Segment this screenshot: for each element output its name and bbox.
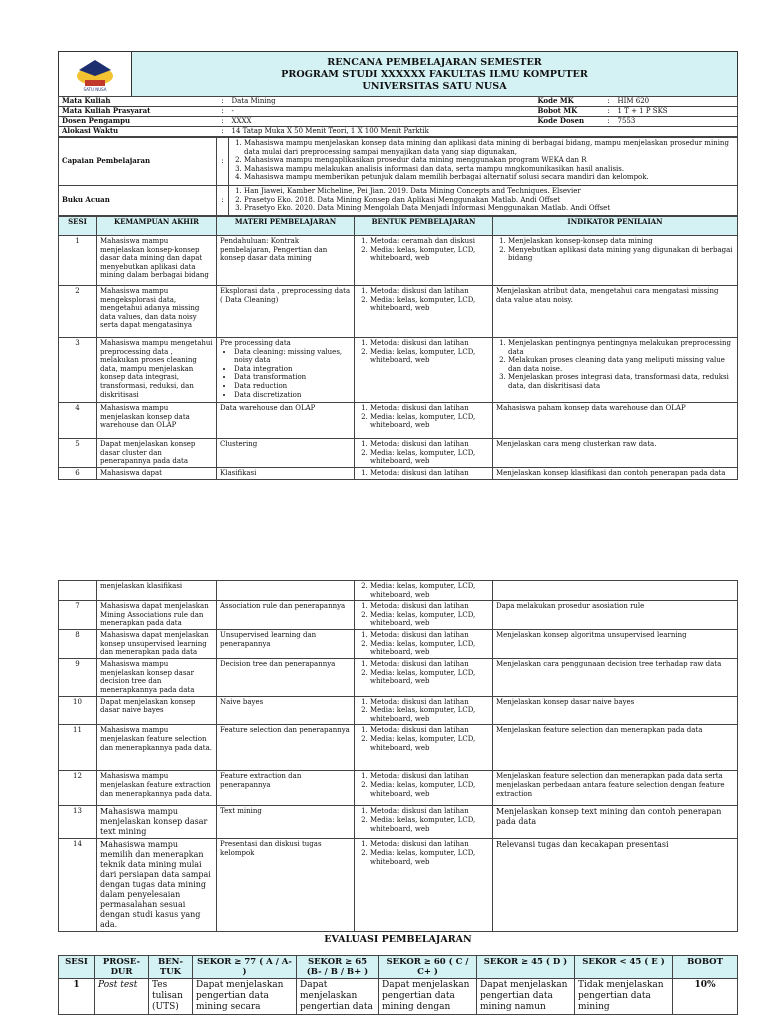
capaian-item: 2. Mahasiswa mampu mengaplikasikan prosedur data mining menggunakan program WEKA dan R [244,156,734,165]
info-value-2: 1 T + 1 P SKS [617,107,668,115]
bentuk-cell [355,286,493,338]
col-kemampuan: KEMAMPUAN AKHIR [97,217,217,236]
indikator-cell [493,236,738,286]
bentuk-item: 2. Media: kelas, komputer, LCD, whiteboard, web [370,816,489,833]
info-colon: : [221,107,224,115]
indikator-item: Menjelaskan konsep text mining dan contoh penerapan pada data [496,807,722,827]
materi-cell [217,468,355,480]
buku-label: Buku Acuan [59,186,217,216]
bentuk-item: 2. Media: kelas, komputer, LCD, whiteboard, web [370,296,489,313]
materi-text: Eksplorasi data , preprocessing data ( Data Cleaning) [220,287,351,304]
indikator-cell [493,659,738,696]
col-indikator: INDIKATOR PENILAIAN [493,217,738,236]
indikator-item: Menjelaskan konsep dasar naive bayes [496,697,635,706]
indikator-cell [493,771,738,806]
indikator-cell [493,468,738,480]
bentuk-item: 2. Media: kelas, komputer, LCD, whiteboard, web [370,706,489,723]
info-row [59,107,738,117]
col-materi: MATERI PEMBELAJARAN [217,217,355,236]
session-number: 2 [59,286,97,338]
buku-item: 1. Han Jiawei, Kamber Micheline, Pei Jian. 2019. Data Mining Concepts and Techniques. Elsevier [244,187,734,196]
materi-cell [217,806,355,839]
bentuk-cell [355,725,493,771]
materi-text: Feature selection dan penerapannya [220,726,350,735]
kemampuan-cell: Mahasiswa mampu menjelaskan konsep-konsep dasar data mining dan dapat menyebutkan aplikasi data mining dalam berbagai bidang [97,236,217,286]
materi-cell [217,338,355,403]
indikator-item: 2. Menyebutkan aplikasi data mining yang digunakan di berbagai bidang [508,246,734,263]
title-line-3: UNIVERSITAS SATU NUSA [362,81,507,92]
bentuk-cell [355,839,493,932]
bentuk-cell [355,806,493,839]
bentuk-item: 1. Metoda: diskusi dan latihan [370,660,489,669]
session-number: 7 [59,601,97,630]
materi-text: Feature extraction dan penerapannya [220,772,302,789]
evaluasi-header: SEKOR ≥ 65 (B- / B / B+ ) [297,956,379,979]
evaluasi-header: SEKOR ≥ 45 ( D ) [477,956,575,979]
title-line-1: RENCANA PEMBELAJARAN SEMESTER [327,57,542,68]
bentuk-cell [355,403,493,439]
materi-text: Pre processing data [220,339,291,347]
materi-text: Unsupervised learning dan penerapannya [220,631,317,648]
title-line-2: PROGRAM STUDI XXXXXX FAKULTAS ILMU KOMPUTER [281,69,588,80]
kemampuan-cell: Mahasiswa mampu menjelaskan konsep data warehouse dan OLAP [97,403,217,439]
evaluasi-cell: 1 [59,979,95,1015]
materi-item: • Data discretization [234,391,351,400]
kemampuan-cell: Mahasiswa mampu menjelaskan feature selection dan menerapkannya pada data. [97,725,217,771]
col-bentuk: BENTUK PEMBELAJARAN [355,217,493,236]
indikator-cell [493,725,738,771]
indikator-item: Menjelaskan konsep klasifikasi dan contoh penerapan pada data [496,469,726,477]
bentuk-item: 2. Media: kelas, komputer, LCD, whiteboard, web [370,246,489,263]
bentuk-item: 1. Metoda: ceramah dan diskusi [370,237,489,246]
evaluasi-header: BOBOT [673,956,738,979]
materi-text: Pendahuluan: Kontrak pembelajaran, Pengertian dan konsep dasar data mining [220,237,328,263]
info-value: - [231,107,234,115]
bentuk-cell [355,630,493,659]
kemampuan-cell: menjelaskan klasifikasi [97,581,217,601]
session-number: 11 [59,725,97,771]
capaian-list [229,138,738,186]
bentuk-item: 1. Metoda: diskusi dan latihan [370,807,489,816]
session-number: 12 [59,771,97,806]
materi-cell [217,286,355,338]
materi-text: Clustering [220,440,258,448]
evaluasi-cell: 10% [673,979,738,1015]
info-label: Mata Kuliah [62,96,111,105]
materi-text: Text mining [220,807,262,816]
materi-cell [217,601,355,630]
bentuk-item: 2. Media: kelas, komputer, LCD, whiteboard, web [370,849,489,866]
indikator-item: Mahasiswa paham konsep data warehouse dan OLAP [496,404,686,412]
bentuk-item: 1. Metoda: diskusi dan latihan [370,287,489,296]
logo-icon [71,56,119,92]
indikator-cell [493,439,738,468]
indikator-cell [493,403,738,439]
indikator-item: Menjelaskan feature selection dan menerapkan pada data serta menjelaskan perbedaan antara feature selection dengan feature extraction [496,772,725,798]
session-row [59,696,738,725]
info-label: Alokasi Waktu [62,126,119,135]
evaluasi-header: SEKOR ≥ 77 ( A / A- ) [193,956,297,979]
indikator-cell [493,286,738,338]
session-row [59,581,738,601]
bentuk-item: 1. Metoda: diskusi dan latihan [370,404,489,413]
materi-cell [217,439,355,468]
bentuk-item: 2. Media: kelas, komputer, LCD, whiteboard, web [370,582,489,599]
session-number [59,581,97,601]
rps-table-part-2 [58,580,738,932]
materi-text: Data warehouse dan OLAP [220,404,316,412]
rps-block-1 [58,51,738,480]
document-title [132,52,737,96]
info-colon-2: : [607,107,610,115]
materi-text: Decision tree dan penerapannya [220,660,336,669]
capaian-item: 3. Mahasiswa mampu melakukan analisis informasi dan data, serta mampu mngkomunikasikan hasil analisis. [244,165,734,174]
bentuk-cell [355,468,493,480]
session-row [59,806,738,839]
indikator-item: 3. Menjelaskan proses integrasi data, transformasi data, reduksi data, dan diskritisasi data [508,373,734,390]
indikator-cell [493,696,738,725]
bentuk-item: 1. Metoda: diskusi dan latihan [370,631,489,640]
indikator-item: Dapa melakukan prosedur asosiation rule [496,602,645,611]
session-row [59,468,738,480]
bentuk-item: 1. Metoda: diskusi dan latihan [370,602,489,611]
indikator-item: 1. Menjelaskan konsep-konsep data mining [508,237,734,246]
materi-cell [217,581,355,601]
session-row [59,601,738,630]
rps-table-part-1 [58,216,738,480]
indikator-item: Menjelaskan atribut data, mengetahui cara mengatasi missing data value atau noisy. [496,287,719,304]
kemampuan-cell: Dapat menjelaskan konsep dasar cluster dan penerapannya pada data [97,439,217,468]
capaian-table: Capaian Pembelajaran : 1. Mahasiswa mampu menjelaskan konsep data mining dan aplikasi data mining di berbagai bidang, mampu menjelaskan prosedur mining data mulai dari preprocessing sampai menyajikan data yang siap digunakan, 2. Mahasiswa mampu mengaplikasikan prosedur data mining menggunakan program WEKA dan R 3. Mahasiswa mampu melakukan analisis informasi dan data, serta mampu mngkomunikasikan hasil analisis. 4. Mahasiswa mampu memberikan petunjuk dalam memilih berbagai alternatif solusi secara mandiri dan kelompok. Buku Acuan : 1. Han Jiawei, Kamber Micheline, Pei Jian. 2019. Data Mining Concepts and Techniques. Elsevier 2. Prasetyo Eko. 2018. Data Mining Konsep dan Aplikasi Menggunakan Matlab. Andi Offset 3. Prasetyo Eko. 2020. Data Mining Mengolah Data Menjadi Informasi Menggunakan Matlab. Andi Offset [58,137,738,216]
rps-header [58,51,738,96]
kemampuan-cell: Dapat menjelaskan konsep dasar naive bayes [97,696,217,725]
info-value: XXXX [231,117,252,125]
info-label-2 [535,127,603,137]
bentuk-item: 2. Media: kelas, komputer, LCD, whiteboard, web [370,669,489,686]
bentuk-cell [355,581,493,601]
info-value-2: HIM 620 [617,97,650,105]
bentuk-item: 1. Metoda: diskusi dan latihan [370,726,489,735]
buku-item: 3. Prasetyo Eko. 2020. Data Mining Mengolah Data Menjadi Informasi Menggunakan Matlab. Andi Offset [244,204,734,213]
session-row [59,286,738,338]
indikator-item: Menjelaskan cara meng clusterkan raw data. [496,440,657,448]
capaian-label: Capaian Pembelajaran [59,138,217,186]
session-row [59,338,738,403]
materi-cell [217,403,355,439]
indikator-cell [493,601,738,630]
evaluasi-header: SEKOR ≥ 60 ( C / C+ ) [379,956,477,979]
materi-text: Presentasi dan diskusi tugas kelompok [220,840,322,857]
course-info-table [58,96,738,137]
session-row [59,725,738,771]
materi-cell [217,771,355,806]
evaluasi-cell: Dapat menjelaskan pengertian data [297,979,379,1015]
evaluasi-header: SESI [59,956,95,979]
indikator-item: Menjelaskan feature selection dan menerapkan pada data [496,726,703,735]
info-colon-2 [603,127,615,137]
buku-list [229,186,738,216]
session-number: 5 [59,439,97,468]
info-value: Data Mining [231,97,276,105]
evaluasi-header: SEKOR < 45 ( E ) [575,956,673,979]
indikator-item: Menjelaskan konsep algoritma unsupervised learning [496,631,687,640]
bentuk-item: 1. Metoda: diskusi dan latihan [370,339,489,348]
info-value: 14 Tatap Muka X 50 Menit Teori, 1 X 100 Menit Parktik [231,127,429,135]
kemampuan-cell: Mahasiswa mampu menjelaskan konsep dasar decision tree dan menerapkannya pada data [97,659,217,696]
kemampuan-cell: Mahasiswa mampu menjelaskan konsep dasar text mining [97,806,217,839]
session-number: 10 [59,696,97,725]
session-row [59,236,738,286]
indikator-cell [493,630,738,659]
evaluasi-header: BEN-TUK [149,956,193,979]
info-label: Mata Kuliah Prasyarat [62,106,151,115]
indikator-item: Relevansi tugas dan kecakapan presentasi [496,840,669,850]
buku-item: 2. Prasetyo Eko. 2018. Data Mining Konsep dan Aplikasi Menggunakan Matlab. Andi Offset [244,196,734,205]
evaluasi-header: PROSE-DUR [95,956,149,979]
materi-item: • Data cleaning: missing values, noisy data [234,348,351,365]
indikator-cell [493,581,738,601]
materi-item: • Data integration [234,365,351,374]
evaluasi-cell: Dapat menjelaskan pengertian data mining secara [193,979,297,1015]
materi-item: • Data transformation [234,373,351,382]
info-label-2: Bobot MK [537,106,578,115]
bentuk-item: 2. Media: kelas, komputer, LCD, whiteboard, web [370,348,489,365]
session-row [59,630,738,659]
info-row [59,117,738,127]
col-sesi: SESI [59,217,97,236]
kemampuan-cell: Mahasiswa dapat menjelaskan Mining Associations rule dan menerapkan pada data [97,601,217,630]
session-row [59,771,738,806]
kemampuan-cell: Mahasiswa mampu mengeksplorasi data, mengetahui adanya missing data values, dan data noisy serta dapat mengatasinya [97,286,217,338]
bentuk-item: 2. Media: kelas, komputer, LCD, whiteboard, web [370,413,489,430]
info-value-2: 7553 [617,117,636,125]
bentuk-item: 2. Media: kelas, komputer, LCD, whiteboard, web [370,449,489,466]
session-number: 3 [59,338,97,403]
session-row [59,659,738,696]
evaluasi-section [58,934,738,1015]
evaluasi-cell: Tidak menjelaskan pengertian data mining [575,979,673,1015]
session-row [59,403,738,439]
indikator-cell [493,338,738,403]
info-label-2: Kode Dosen [537,116,585,125]
bentuk-item: 2. Media: kelas, komputer, LCD, whiteboard, web [370,781,489,798]
session-number: 14 [59,839,97,932]
indikator-item: 1. Menjelaskan pentingnya pentingnya melakukan preprocessing data [508,339,734,356]
info-colon: : [221,127,224,135]
evaluasi-cell: Dapat menjelaskan pengertian data mining namun [477,979,575,1015]
bentuk-cell [355,439,493,468]
info-colon-2: : [607,97,610,105]
bentuk-item: 2. Media: kelas, komputer, LCD, whiteboard, web [370,640,489,657]
materi-text: Naive bayes [220,697,264,706]
kemampuan-cell: Mahasiswa mampu menjelaskan feature extraction dan menerapkannya pada data. [97,771,217,806]
materi-cell [217,659,355,696]
indikator-item: 2. Melakukan proses cleaning data yang meliputi missing value dan data noise. [508,356,734,373]
materi-item: • Data reduction [234,382,351,391]
materi-cell [217,696,355,725]
kemampuan-cell: Mahasiswa dapat [97,468,217,480]
bentuk-item: 2. Media: kelas, komputer, LCD, whiteboard, web [370,735,489,752]
bentuk-item: 1. Metoda: diskusi dan latihan [370,440,489,449]
bentuk-cell [355,696,493,725]
bentuk-item: 1. Metoda: diskusi dan latihan [370,772,489,781]
indikator-cell [493,806,738,839]
evaluasi-cell: Post test [95,979,149,1015]
evaluasi-table [58,955,738,1015]
bentuk-cell [355,601,493,630]
info-label-2: Kode MK [537,96,574,105]
bentuk-item: 1. Metoda: diskusi dan latihan [370,698,489,707]
kemampuan-cell: Mahasiswa dapat menjelaskan konsep unsupervised learning dan menerapkan pada data [97,630,217,659]
info-colon: : [221,97,224,105]
bentuk-cell [355,338,493,403]
kemampuan-cell: Mahasiswa mampu memilih dan menerapkan teknik data mining mulai dari persiapan data sampai dengan tugas data mining dalam penyelesaian permasalahan sesuai dengan studi kasus yang ada. [97,839,217,932]
bentuk-item: 2. Media: kelas, komputer, LCD, whiteboard, web [370,611,489,628]
bentuk-item: 1. Metoda: diskusi dan latihan [370,469,489,478]
info-row [59,97,738,107]
bentuk-cell [355,771,493,806]
session-row [59,439,738,468]
session-number: 9 [59,659,97,696]
bentuk-item: 1. Metoda: diskusi dan latihan [370,840,489,849]
info-label: Dosen Pengampu [62,116,131,125]
capaian-item: 4. Mahasiswa mampu memberikan petunjuk dalam memilih berbagai alternatif solusi secara mandiri dan kelompok. [244,173,734,182]
materi-cell [217,630,355,659]
info-colon-2: : [607,117,610,125]
materi-cell [217,839,355,932]
evaluasi-cell: Dapat menjelaskan pengertian data mining dengan [379,979,477,1015]
evaluasi-title: EVALUASI PEMBELAJARAN [324,934,472,945]
bentuk-cell [355,236,493,286]
bentuk-cell [355,659,493,696]
session-number: 8 [59,630,97,659]
session-number: 13 [59,806,97,839]
info-value-2 [615,127,738,137]
indikator-item: Menjelaskan cara penggunaan decision tree terhadap raw data [496,660,722,669]
rps-block-2 [58,580,738,932]
info-colon: : [221,117,224,125]
materi-text: Klasifikasi [220,469,257,477]
session-number: 1 [59,236,97,286]
evaluasi-cell: Tes tulisan (UTS) [149,979,193,1015]
session-row [59,839,738,932]
session-number: 4 [59,403,97,439]
info-row [59,127,738,137]
materi-cell [217,725,355,771]
materi-text: Association rule dan penerapannya [220,602,346,611]
kemampuan-cell: Mahasiswa mampu mengetahui preprocessing data , melakukan proses cleaning data, mampu menjelaskan konsep data integrasi, transformasi, reduksi, dan diskritisasi [97,338,217,403]
logo-text: SATU NUSA [83,87,107,92]
materi-cell [217,236,355,286]
indikator-cell [493,839,738,932]
capaian-item: 1. Mahasiswa mampu menjelaskan konsep data mining dan aplikasi data mining di berbagai bidang, mampu menjelaskan prosedur mining data mulai dari preprocessing sampai menyajikan data yang siap digunakan, [244,139,734,156]
university-logo [59,52,132,96]
session-number: 6 [59,468,97,480]
